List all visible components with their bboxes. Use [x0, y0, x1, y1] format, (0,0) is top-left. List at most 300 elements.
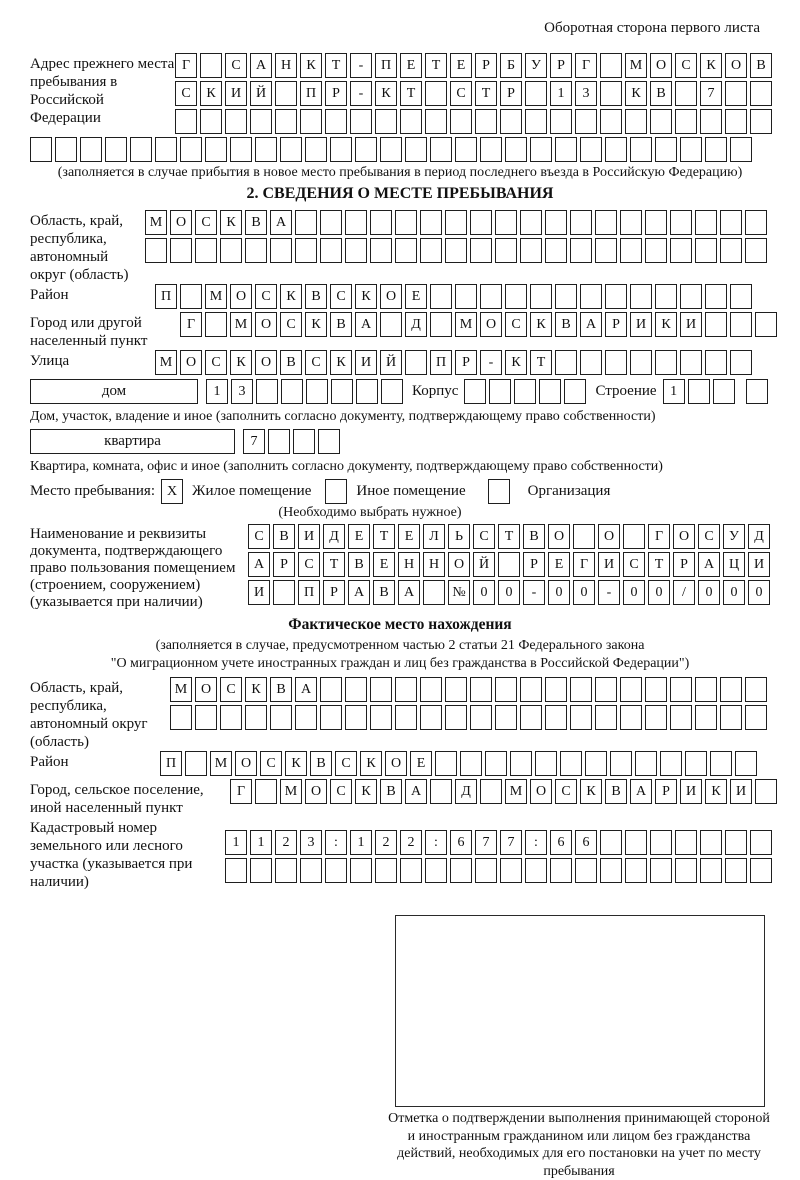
- char-cell: К: [505, 350, 527, 375]
- char-cell: 7: [475, 830, 497, 855]
- char-cell: В: [245, 210, 267, 235]
- char-cell: [320, 677, 342, 702]
- char-cell: [680, 137, 702, 162]
- char-cell: [325, 858, 347, 883]
- char-cell: О: [180, 350, 202, 375]
- char-cell: Б: [500, 53, 522, 78]
- char-cell: [281, 379, 303, 404]
- char-cell: [320, 705, 342, 730]
- char-cell: [225, 858, 247, 883]
- char-cell: [430, 137, 452, 162]
- char-cell: Р: [550, 53, 572, 78]
- char-cell: [245, 238, 267, 263]
- char-cell: [695, 210, 717, 235]
- char-cell: [750, 109, 772, 134]
- char-cell: Й: [250, 81, 272, 106]
- char-cell: И: [598, 552, 620, 577]
- char-cell: С: [505, 312, 527, 337]
- char-cell: [205, 312, 227, 337]
- char-cell: К: [200, 81, 222, 106]
- char-cell: [713, 379, 735, 404]
- char-cell: 1: [225, 830, 247, 855]
- char-cell: [730, 137, 752, 162]
- char-cell: [695, 238, 717, 263]
- char-cell: [625, 858, 647, 883]
- char-cell: Е: [400, 53, 422, 78]
- char-cell: [725, 109, 747, 134]
- char-cell: К: [300, 53, 322, 78]
- char-cell: [245, 705, 267, 730]
- actual-oblast-row-1: [170, 677, 770, 702]
- stamp-box: [395, 915, 765, 1107]
- char-cell: Н: [423, 552, 445, 577]
- actual-raion-label: Район: [30, 754, 69, 770]
- char-cell: О: [548, 524, 570, 549]
- char-cell: М: [280, 779, 302, 804]
- char-cell: [755, 312, 777, 337]
- char-cell: [495, 210, 517, 235]
- char-cell: -: [350, 81, 372, 106]
- char-cell: [620, 210, 642, 235]
- char-cell: С: [225, 53, 247, 78]
- char-cell: В: [750, 53, 772, 78]
- char-cell: [475, 109, 497, 134]
- char-cell: С: [298, 552, 320, 577]
- char-cell: [325, 109, 347, 134]
- char-cell: У: [525, 53, 547, 78]
- char-cell: [525, 858, 547, 883]
- char-cell: [273, 580, 295, 605]
- char-cell: [445, 677, 467, 702]
- char-cell: К: [220, 210, 242, 235]
- prev-address-row-1: [175, 53, 775, 78]
- mesto-hint: (Необходимо выбрать нужное): [278, 505, 462, 520]
- actual-location-note: [30, 637, 770, 673]
- char-cell: [545, 705, 567, 730]
- actual-gorod-label: Город, сельское поселение, иной населенный пункт: [30, 782, 204, 816]
- char-cell: [620, 705, 642, 730]
- char-cell: [380, 312, 402, 337]
- char-cell: С: [175, 81, 197, 106]
- actual-note-line-1: (заполняется в случае, предусмотренном частью 2 статьи 21 Федерального закона: [155, 638, 645, 653]
- char-cell: [730, 312, 752, 337]
- char-cell: [630, 137, 652, 162]
- char-cell: [725, 858, 747, 883]
- char-cell: [595, 677, 617, 702]
- korpus-label: Корпус: [412, 383, 459, 399]
- char-cell: [195, 238, 217, 263]
- char-cell: С: [623, 552, 645, 577]
- char-cell: [675, 81, 697, 106]
- option-label-inoe: Иное помещение: [356, 483, 466, 499]
- char-cell: Д: [405, 312, 427, 337]
- char-cell: О: [673, 524, 695, 549]
- char-cell: [605, 137, 627, 162]
- char-cell: О: [170, 210, 192, 235]
- char-cell: [530, 284, 552, 309]
- char-cell: А: [270, 210, 292, 235]
- actual-oblast-block: [30, 677, 770, 751]
- char-cell: Р: [325, 81, 347, 106]
- char-cell: Р: [655, 779, 677, 804]
- char-cell: [295, 238, 317, 263]
- char-cell: [595, 238, 617, 263]
- option-label-zhiloe: Жилое помещение: [192, 483, 312, 499]
- char-cell: [55, 137, 77, 162]
- checkbox-org: [488, 479, 510, 504]
- char-cell: О: [305, 779, 327, 804]
- char-cell: [635, 751, 657, 776]
- char-cell: [175, 109, 197, 134]
- char-cell: [130, 137, 152, 162]
- char-cell: [430, 284, 452, 309]
- char-cell: [580, 350, 602, 375]
- char-cell: Д: [748, 524, 770, 549]
- char-cell: Д: [455, 779, 477, 804]
- char-cell: М: [170, 677, 192, 702]
- char-cell: С: [205, 350, 227, 375]
- char-cell: С: [555, 779, 577, 804]
- char-cell: 1: [350, 830, 372, 855]
- char-cell: М: [230, 312, 252, 337]
- char-cell: [230, 137, 252, 162]
- char-cell: [375, 858, 397, 883]
- char-cell: Е: [398, 524, 420, 549]
- char-cell: [498, 552, 520, 577]
- char-cell: [695, 677, 717, 702]
- char-cell: [745, 238, 767, 263]
- char-cell: [435, 751, 457, 776]
- dom-label-box: дом: [30, 379, 198, 404]
- dom-number-grid: [206, 379, 406, 404]
- char-cell: В: [555, 312, 577, 337]
- char-cell: [585, 751, 607, 776]
- char-cell: [660, 751, 682, 776]
- char-cell: :: [525, 830, 547, 855]
- char-cell: 7: [500, 830, 522, 855]
- char-cell: [725, 81, 747, 106]
- corner-note: Оборотная сторона первого листа: [544, 20, 760, 36]
- char-cell: [605, 284, 627, 309]
- char-cell: В: [330, 312, 352, 337]
- char-cell: 2: [400, 830, 422, 855]
- char-cell: [195, 705, 217, 730]
- char-cell: С: [330, 779, 352, 804]
- section2-title: 2. СВЕДЕНИЯ О МЕСТЕ ПРЕБЫВАНИЯ: [246, 185, 554, 202]
- char-cell: [575, 858, 597, 883]
- char-cell: [455, 284, 477, 309]
- char-cell: [480, 137, 502, 162]
- char-cell: [705, 312, 727, 337]
- char-cell: [620, 238, 642, 263]
- actual-gorod-block: [30, 779, 770, 817]
- kadastr-row-2: [225, 858, 775, 883]
- char-cell: [345, 705, 367, 730]
- char-cell: [600, 53, 622, 78]
- char-cell: [420, 238, 442, 263]
- char-cell: [670, 210, 692, 235]
- char-cell: [550, 109, 572, 134]
- char-cell: [275, 858, 297, 883]
- ulitsa-label: Улица: [30, 353, 70, 369]
- char-cell: 1: [550, 81, 572, 106]
- char-cell: А: [698, 552, 720, 577]
- char-cell: И: [680, 779, 702, 804]
- char-cell: О: [480, 312, 502, 337]
- char-cell: Г: [573, 552, 595, 577]
- char-cell: [356, 379, 378, 404]
- char-cell: 0: [648, 580, 670, 605]
- char-cell: А: [248, 552, 270, 577]
- char-cell: [295, 210, 317, 235]
- document-block: [30, 524, 770, 611]
- char-cell: [395, 210, 417, 235]
- char-cell: Д: [323, 524, 345, 549]
- char-cell: [330, 137, 352, 162]
- char-cell: [720, 210, 742, 235]
- char-cell: [650, 109, 672, 134]
- char-cell: А: [355, 312, 377, 337]
- char-cell: [750, 830, 772, 855]
- dom-caption: Дом, участок, владение и иное (заполнить согласно документу, подтверждающему право собственности): [30, 409, 656, 424]
- actual-oblast-grids: [170, 677, 770, 733]
- char-cell: П: [298, 580, 320, 605]
- char-cell: [170, 238, 192, 263]
- char-cell: 3: [575, 81, 597, 106]
- char-cell: Р: [673, 552, 695, 577]
- char-cell: 6: [550, 830, 572, 855]
- char-cell: Н: [398, 552, 420, 577]
- char-cell: С: [248, 524, 270, 549]
- char-cell: [320, 238, 342, 263]
- char-cell: Р: [323, 580, 345, 605]
- char-cell: [155, 137, 177, 162]
- char-cell: [520, 705, 542, 730]
- char-cell: [685, 751, 707, 776]
- char-cell: Т: [475, 81, 497, 106]
- char-cell: [381, 379, 403, 404]
- char-cell: №: [448, 580, 470, 605]
- char-cell: [105, 137, 127, 162]
- prev-address-label: Адрес прежнего места пребывания в Российской Федерации: [30, 56, 175, 126]
- char-cell: [675, 858, 697, 883]
- dom-block: [30, 379, 770, 407]
- oblast-grids: [145, 210, 770, 266]
- char-cell: [625, 830, 647, 855]
- char-cell: С: [255, 284, 277, 309]
- char-cell: [680, 284, 702, 309]
- char-cell: [710, 751, 732, 776]
- char-cell: С: [260, 751, 282, 776]
- char-cell: [550, 858, 572, 883]
- char-cell: Р: [273, 552, 295, 577]
- char-cell: Т: [373, 524, 395, 549]
- char-cell: [625, 109, 647, 134]
- char-cell: [445, 210, 467, 235]
- char-cell: [600, 858, 622, 883]
- char-cell: Е: [410, 751, 432, 776]
- char-cell: [275, 81, 297, 106]
- char-cell: [605, 350, 627, 375]
- char-cell: [450, 109, 472, 134]
- actual-note-line-2: "О миграционном учете иностранных граждан и лиц без гражданства в Российской Федерации"): [110, 656, 690, 671]
- prev-address-row-3: [175, 109, 775, 134]
- char-cell: [395, 677, 417, 702]
- char-cell: [420, 210, 442, 235]
- char-cell: [650, 830, 672, 855]
- char-cell: [545, 677, 567, 702]
- char-cell: [570, 210, 592, 235]
- char-cell: 6: [575, 830, 597, 855]
- char-cell: [275, 109, 297, 134]
- char-cell: С: [698, 524, 720, 549]
- prev-address-grids: [175, 53, 775, 137]
- gorod-block: [30, 312, 770, 350]
- char-cell: [735, 751, 757, 776]
- char-cell: Е: [548, 552, 570, 577]
- char-cell: [645, 677, 667, 702]
- char-cell: М: [625, 53, 647, 78]
- char-cell: [514, 379, 536, 404]
- kadastr-block: [30, 817, 770, 891]
- char-cell: [370, 238, 392, 263]
- char-cell: М: [205, 284, 227, 309]
- char-cell: [720, 238, 742, 263]
- oblast-row-1: [145, 210, 770, 235]
- actual-location-title: Фактическое место нахождения: [288, 616, 512, 633]
- char-cell: [425, 109, 447, 134]
- char-cell: О: [380, 284, 402, 309]
- char-cell: Р: [455, 350, 477, 375]
- document-label: Наименование и реквизиты документа, подтверждающего право пользования помещением (строением, сооружением) (указывается при наличии): [30, 526, 236, 610]
- char-cell: Г: [230, 779, 252, 804]
- char-cell: [720, 705, 742, 730]
- char-cell: [595, 705, 617, 730]
- char-cell: [225, 109, 247, 134]
- char-cell: [630, 284, 652, 309]
- document-grids: [248, 524, 773, 608]
- char-cell: [580, 137, 602, 162]
- char-cell: [425, 858, 447, 883]
- char-cell: [555, 350, 577, 375]
- char-cell: 1: [250, 830, 272, 855]
- kadastr-grids: [225, 830, 775, 886]
- char-cell: [555, 137, 577, 162]
- ulitsa-row: [155, 350, 755, 375]
- char-cell: О: [725, 53, 747, 78]
- char-cell: М: [455, 312, 477, 337]
- char-cell: А: [250, 53, 272, 78]
- char-cell: [595, 210, 617, 235]
- char-cell: В: [650, 81, 672, 106]
- char-cell: [480, 779, 502, 804]
- char-cell: И: [355, 350, 377, 375]
- char-cell: М: [505, 779, 527, 804]
- char-cell: [470, 238, 492, 263]
- char-cell: И: [680, 312, 702, 337]
- char-cell: [255, 137, 277, 162]
- char-cell: [525, 81, 547, 106]
- char-cell: [750, 81, 772, 106]
- char-cell: Г: [575, 53, 597, 78]
- char-cell: [655, 137, 677, 162]
- char-cell: /: [673, 580, 695, 605]
- char-cell: [630, 350, 652, 375]
- char-cell: [170, 705, 192, 730]
- char-cell: [460, 751, 482, 776]
- char-cell: [470, 210, 492, 235]
- char-cell: [400, 858, 422, 883]
- char-cell: Т: [323, 552, 345, 577]
- char-cell: [470, 705, 492, 730]
- char-cell: [555, 284, 577, 309]
- char-cell: [645, 238, 667, 263]
- char-cell: 2: [275, 830, 297, 855]
- char-cell: [180, 137, 202, 162]
- char-cell: [293, 429, 315, 454]
- char-cell: [610, 751, 632, 776]
- char-cell: Ц: [723, 552, 745, 577]
- char-cell: [645, 705, 667, 730]
- char-cell: К: [230, 350, 252, 375]
- char-cell: [345, 210, 367, 235]
- char-cell: [256, 379, 278, 404]
- char-cell: [370, 705, 392, 730]
- char-cell: А: [630, 779, 652, 804]
- char-cell: 7: [243, 429, 265, 454]
- char-cell: [475, 858, 497, 883]
- char-cell: [180, 284, 202, 309]
- char-cell: [725, 830, 747, 855]
- char-cell: И: [748, 552, 770, 577]
- char-cell: [520, 210, 542, 235]
- char-cell: Г: [180, 312, 202, 337]
- char-cell: И: [298, 524, 320, 549]
- char-cell: [280, 137, 302, 162]
- char-cell: [270, 238, 292, 263]
- char-cell: [746, 379, 768, 404]
- char-cell: В: [270, 677, 292, 702]
- oblast-label: Область, край, республика, автономный округ (область): [30, 213, 129, 283]
- char-cell: [705, 284, 727, 309]
- char-cell: -: [598, 580, 620, 605]
- actual-raion-block: [30, 751, 770, 779]
- char-cell: Т: [498, 524, 520, 549]
- char-cell: [525, 109, 547, 134]
- char-cell: [730, 350, 752, 375]
- char-cell: В: [280, 350, 302, 375]
- char-cell: [700, 109, 722, 134]
- char-cell: [650, 858, 672, 883]
- char-cell: Р: [605, 312, 627, 337]
- char-cell: О: [230, 284, 252, 309]
- raion-row: [155, 284, 755, 309]
- char-cell: Р: [475, 53, 497, 78]
- char-cell: [489, 379, 511, 404]
- char-cell: -: [523, 580, 545, 605]
- char-cell: 2: [375, 830, 397, 855]
- char-cell: О: [235, 751, 257, 776]
- kadastr-row-1: [225, 830, 775, 855]
- char-cell: К: [700, 53, 722, 78]
- char-cell: [545, 238, 567, 263]
- char-cell: [423, 580, 445, 605]
- char-cell: [295, 705, 317, 730]
- char-cell: В: [273, 524, 295, 549]
- char-cell: [380, 137, 402, 162]
- char-cell: [645, 210, 667, 235]
- char-cell: [520, 677, 542, 702]
